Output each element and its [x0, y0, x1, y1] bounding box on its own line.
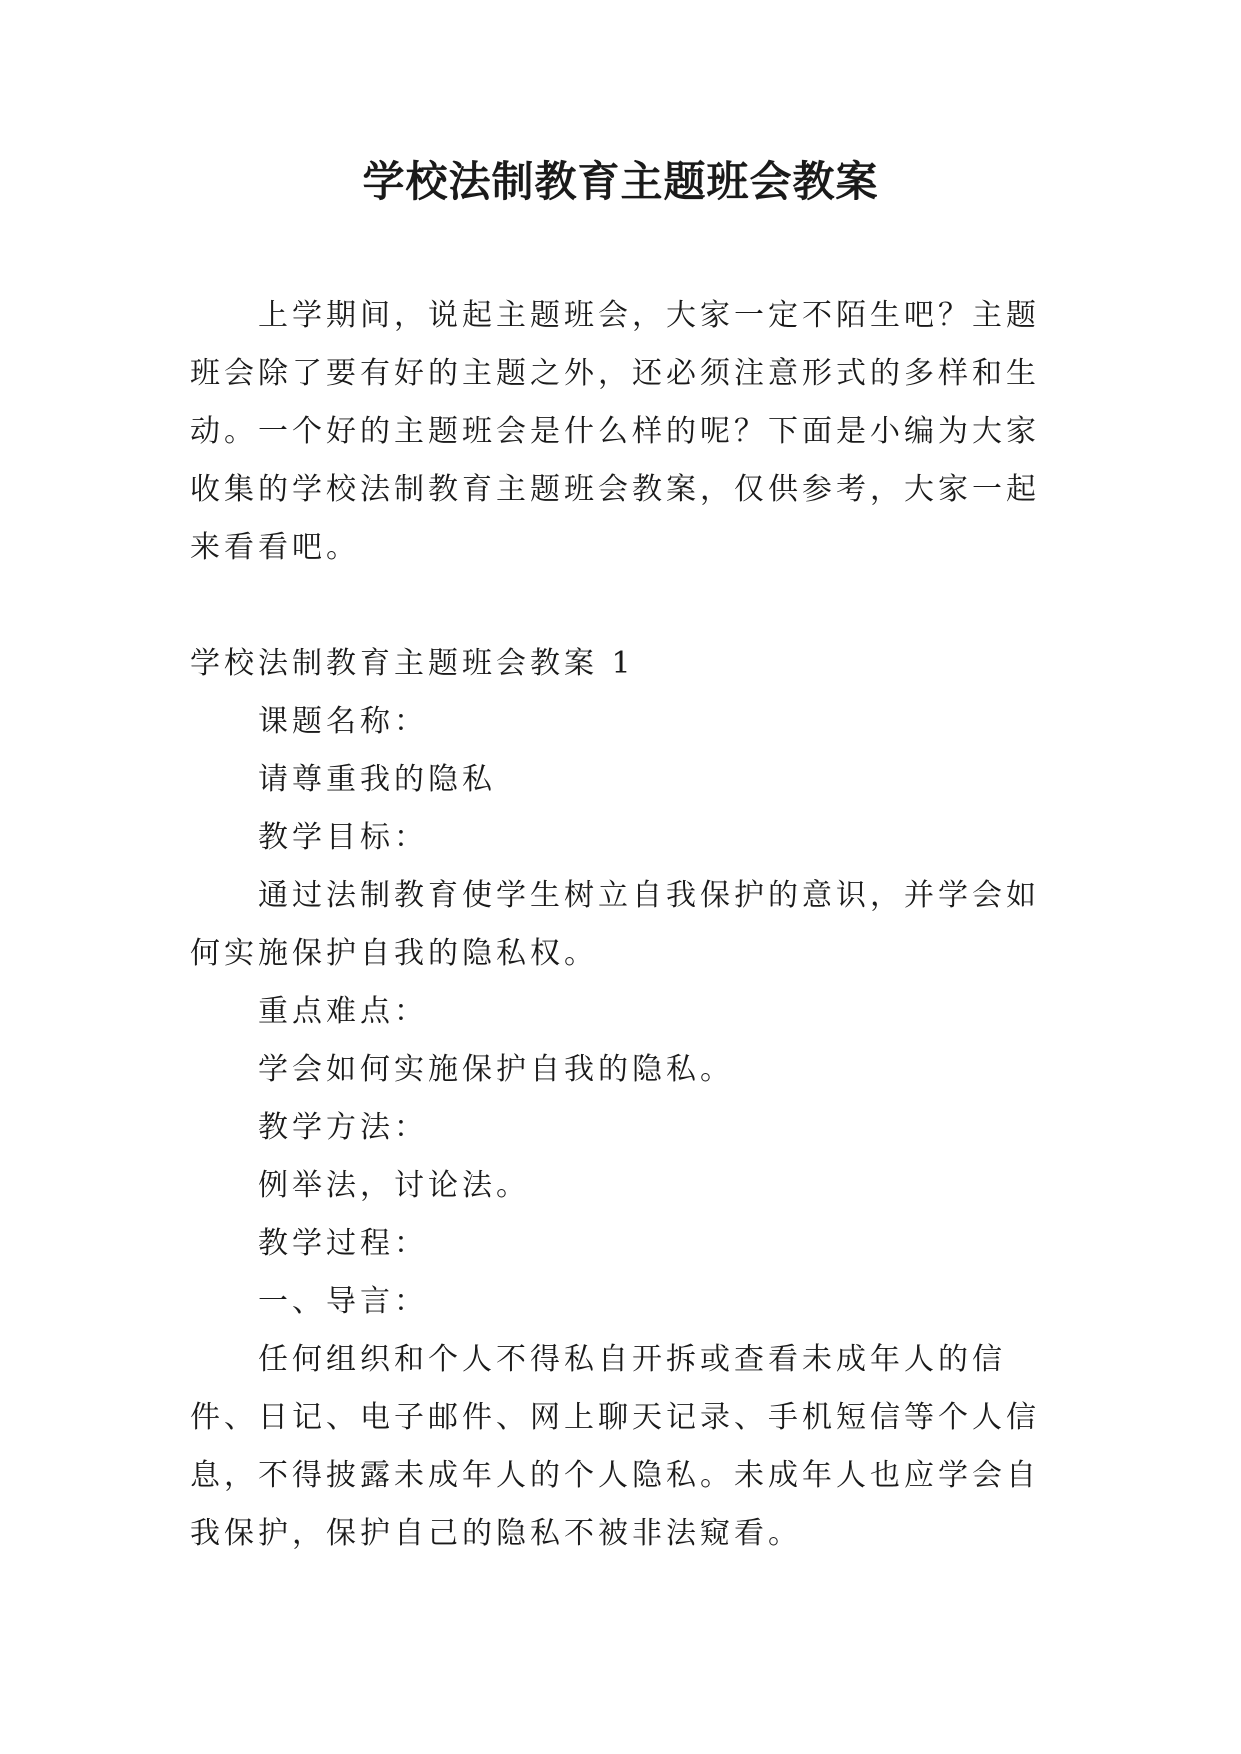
document-body — [190, 287, 1070, 1563]
document-title: 学校法制教育主题班会教案 — [362, 157, 879, 206]
paragraph-key-points-label: 重点难点： — [258, 994, 428, 1029]
section-title: 学校法制教育主题班会教案 1 — [190, 646, 635, 681]
paragraph-introduction: 任何组织和个人不得私自开拆或查看未成年人的信件、日记、电子邮件、网上聊天记录、手机短信等个人信息，不得披露未成年人的个人隐私。未成年人也应学会自我保护，保护自己的隐私不被非法窥看。 — [190, 1342, 1040, 1551]
paragraph-course-name-label: 课题名称： — [258, 704, 428, 739]
paragraph-key-points: 学会如何实施保护自我的隐私。 — [258, 1052, 734, 1087]
paragraph-teaching-goal-label: 教学目标： — [258, 820, 428, 855]
paragraph-teaching-goal: 通过法制教育使学生树立自我保护的意识，并学会如何实施保护自我的隐私权。 — [190, 878, 1040, 971]
paragraph-course-name: 请尊重我的隐私 — [258, 762, 496, 797]
intro-paragraph: 上学期间，说起主题班会，大家一定不陌生吧？主题班会除了要有好的主题之外，还必须注意形式的多样和生动。一个好的主题班会是什么样的呢？下面是小编为大家收集的学校法制教育主题班会教案，仅供参考，大家一起来看看吧。 — [190, 298, 1040, 565]
paragraph-teaching-method: 例举法，讨论法。 — [258, 1168, 530, 1203]
paragraph-teaching-process-label: 教学过程： — [258, 1226, 428, 1261]
paragraph-introduction-label: 一、导言： — [258, 1284, 428, 1319]
paragraph-teaching-method-label: 教学方法： — [258, 1110, 428, 1145]
